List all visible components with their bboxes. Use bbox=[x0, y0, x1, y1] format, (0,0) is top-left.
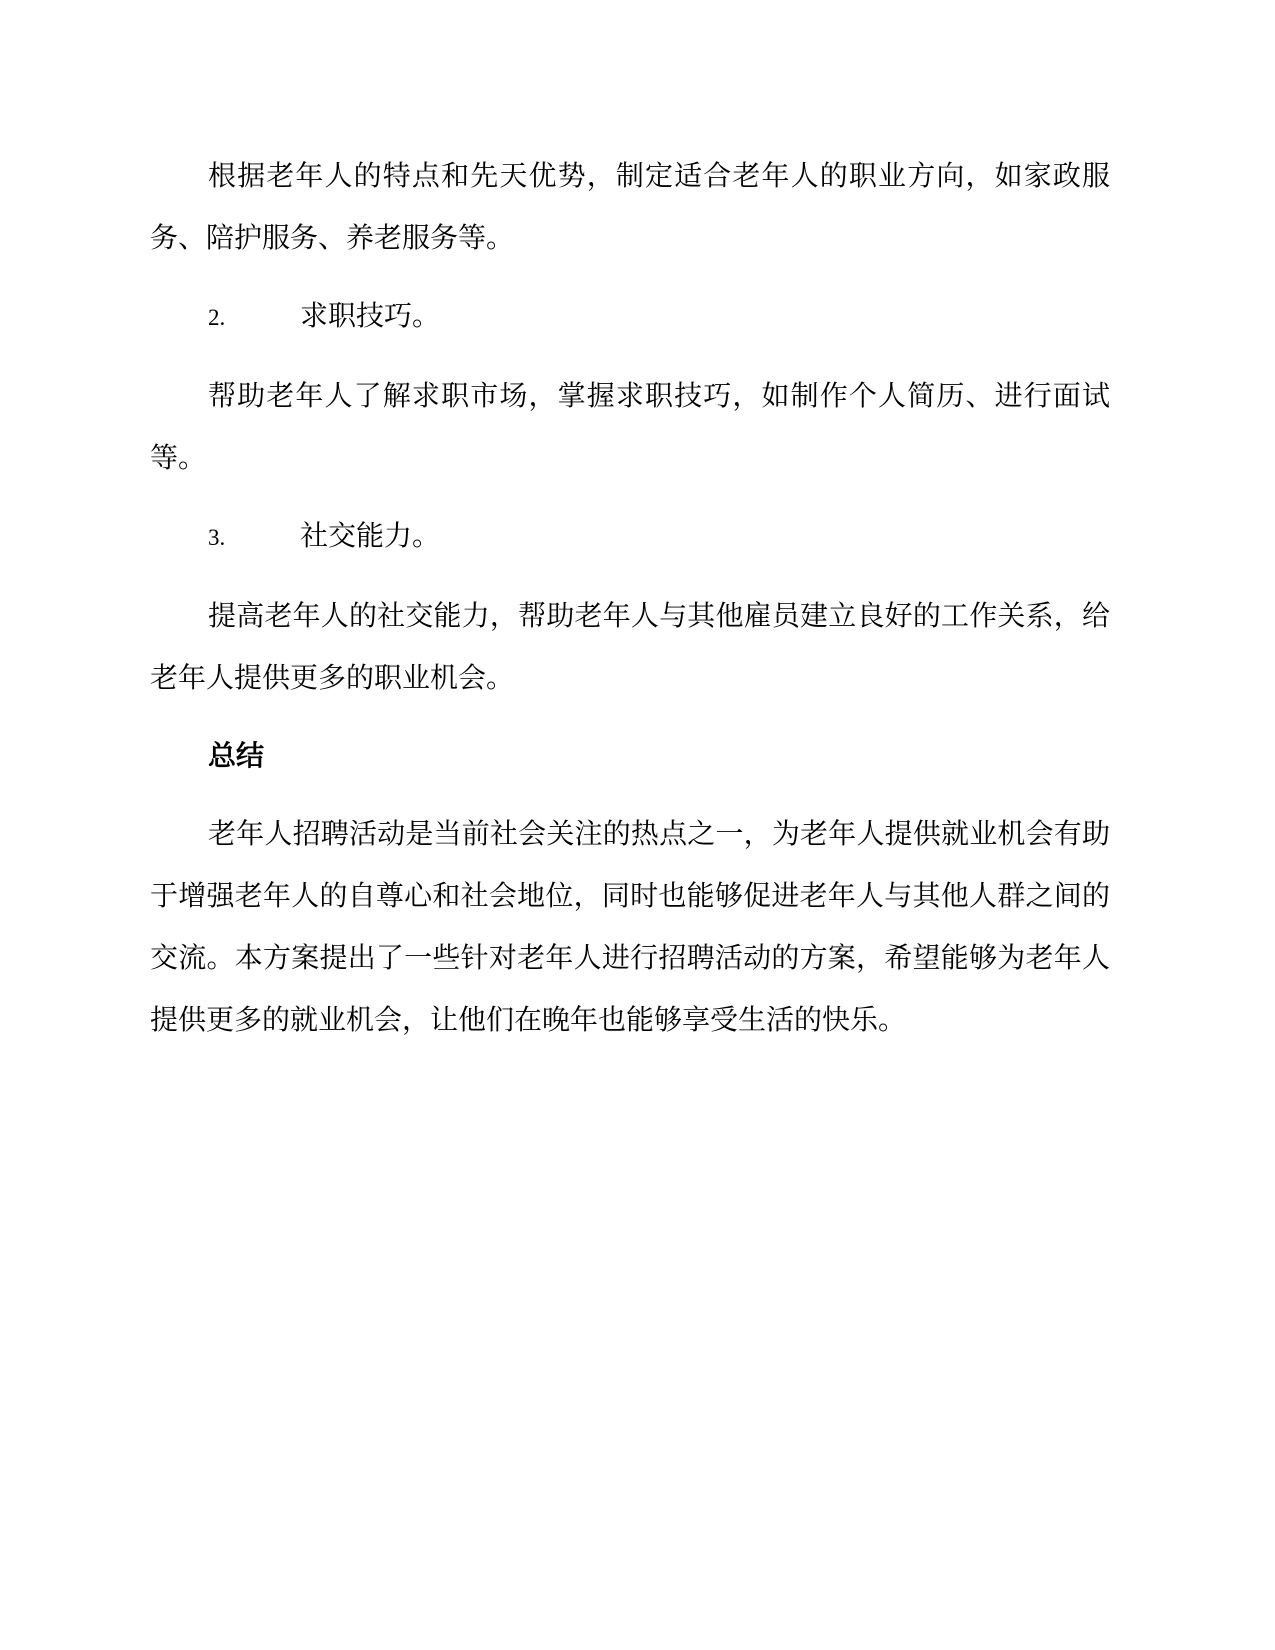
section-heading-summary: 总结 bbox=[208, 739, 265, 772]
list-item-label: 求职技巧。 bbox=[300, 299, 441, 332]
paragraph-job-skills: 帮助老年人了解求职市场，掌握求职技巧，如制作个人简历、进行面试等。 bbox=[150, 379, 1110, 474]
paragraph-summary: 老年人招聘活动是当前社会关注的热点之一，为老年人提供就业机会有助于增强老年人的自尊心和社会地位，同时也能够促进老年人与其他人群之间的交流。本方案提出了一些针对老年人进行招聘活动的方案，希望能够为老年人提供更多的就业机会，让他们在晚年也能够享受生活的快乐。 bbox=[150, 817, 1110, 1036]
paragraph-social-ability: 提高老年人的社交能力，帮助老年人与其他雇员建立良好的工作关系，给老年人提供更多的职业机会。 bbox=[150, 599, 1110, 694]
paragraph-career-direction: 根据老年人的特点和先天优势，制定适合老年人的职业方向，如家政服务、陪护服务、养老服务等。 bbox=[150, 159, 1110, 254]
list-item-job-skills bbox=[150, 285, 1110, 349]
list-number: 2. bbox=[208, 305, 226, 330]
document-body bbox=[150, 145, 1110, 1067]
list-number: 3. bbox=[208, 525, 226, 550]
list-item-label: 社交能力。 bbox=[300, 519, 441, 552]
list-item-social-ability bbox=[150, 505, 1110, 569]
